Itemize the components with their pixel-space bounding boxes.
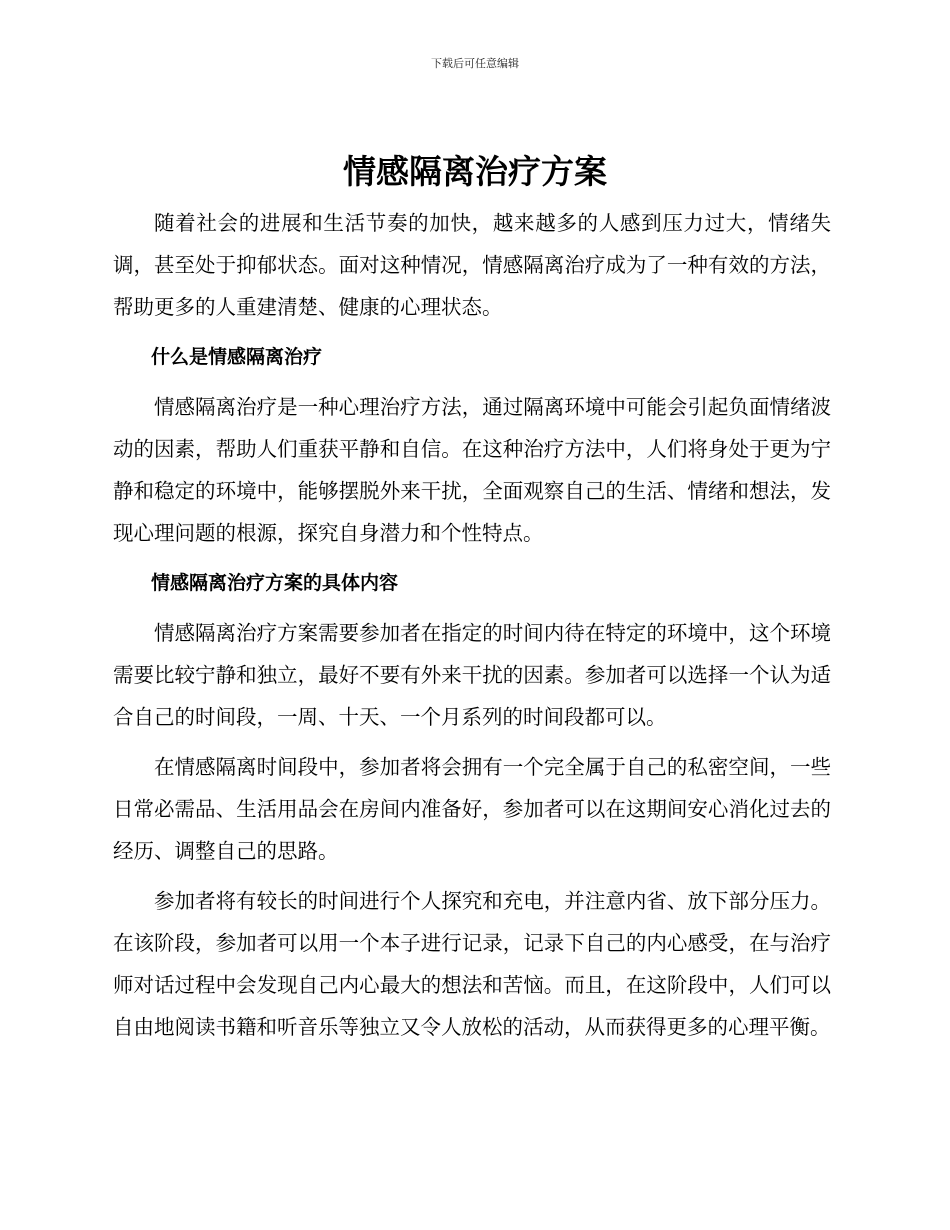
contents-paragraph-2: 在情感隔离时间段中，参加者将会拥有一个完全属于自己的私密空间，一些日常必需品、生活用品会在房间内准备好，参加者可以在这期间安心消化过去的经历、调整自己的思路。 [113, 755, 831, 863]
document-body [113, 202, 831, 1048]
document-title: 情感隔离治疗方案 [343, 152, 607, 191]
contents-paragraph-3: 参加者将有较长的时间进行个人探究和充电，并注意内省、放下部分压力。在该阶段，参加者可以用一个本子进行记录，记录下自己的内心感受，在与治疗师对话过程中会发现自己内心最大的想法和苦恼。而且，在这阶段中，人们可以自由地阅读书籍和听音乐等独立又令人放松的活动，从而获得更多的心理平衡。 [113, 889, 831, 1039]
section-paragraph-what-is: 情感隔离治疗是一种心理治疗方法，通过隔离环境中可能会引起负面情绪波动的因素，帮助人们重获平静和自信。在这种治疗方法中，人们将身处于更为宁静和稳定的环境中，能够摆脱外来干扰，全面观察自己的生活、情绪和想法，发现心理问题的根源，探究自身潜力和个性特点。 [113, 395, 831, 545]
contents-paragraph-1: 情感隔离治疗方案需要参加者在指定的时间内待在特定的环境中，这个环境需要比较宁静和独立，最好不要有外来干扰的因素。参加者可以选择一个认为适合自己的时间段，一周、十天、一个月系列的时间段都可以。 [113, 621, 831, 729]
intro-paragraph: 随着社会的进展和生活节奏的加快，越来越多的人感到压力过大，情绪失调，甚至处于抑郁状态。面对这种情况，情感隔离治疗成为了一种有效的方法，帮助更多的人重建清楚、健康的心理状态。 [113, 211, 831, 319]
section-heading-contents: 情感隔离治疗方案的具体内容 [151, 572, 399, 594]
section-heading-what-is: 什么是情感隔离治疗 [151, 346, 323, 368]
header-note: 下载后可任意编辑 [431, 57, 519, 70]
